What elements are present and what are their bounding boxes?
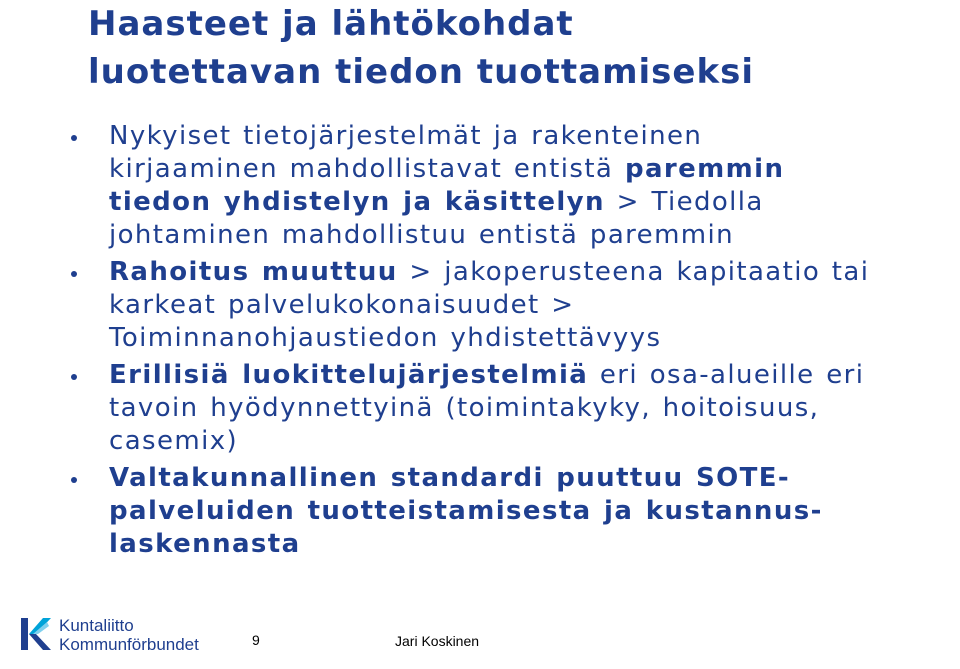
footer-logo [19,612,219,656]
bullet-text-emphasis: laskennasta [109,529,301,559]
bullet-line [109,219,920,252]
bullet-item [0,359,960,458]
bullet-text-emphasis: Erillisiä luokittelujärjestelmiä [109,360,589,390]
kuntaliitto-logo-icon [19,614,55,654]
bullet-line [109,186,920,219]
bullet-list [0,120,960,565]
logo-text-line-1: Kuntaliitto [59,616,134,635]
bullet-item [0,256,960,355]
slide-title [88,0,948,96]
bullet-line [109,256,920,289]
bullet-line [109,322,920,355]
bullet-dot-icon [71,477,77,483]
author-name: Jari Koskinen [395,633,480,649]
bullet-text: eri osa-alueille eri [588,360,865,390]
bullet-text-emphasis: Valtakunnallinen standardi puuttuu SOTE- [109,463,791,493]
bullet-text: casemix) [109,426,239,456]
bullet-text-emphasis: palveluiden tuotteistamisesta ja kustannus- [109,496,823,526]
bullet-text: Toiminnanohjaustiedon yhdistettävyys [109,323,662,353]
slide-title-line-1: Haasteet ja lähtökohdat [88,4,574,44]
bullet-dot-icon [71,271,77,277]
bullet-text-emphasis: Rahoitus muuttuu [109,257,398,287]
slide-title-line-2: luotettavan tiedon tuottamiseksi [88,52,754,92]
bullet-line [109,153,920,186]
bullet-line [109,495,920,528]
bullet-text: > Tiedolla [604,187,764,217]
bullet-dot-icon [71,374,77,380]
bullet-line [109,425,920,458]
bullet-line [109,528,920,561]
bullet-line [109,392,920,425]
bullet-line [109,120,920,153]
logo-text [59,616,199,654]
bullet-text: johtaminen mahdollistuu entistä paremmin [109,220,735,250]
bullet-line [109,462,920,495]
bullet-text-emphasis: tiedon yhdistelyn ja käsittelyn [109,187,605,217]
page-number: 9 [252,632,260,648]
bullet-text: Nykyiset tietojärjestelmät ja rakenteinen [109,121,703,151]
bullet-line [109,359,920,392]
bullet-text: tavoin hyödynnettyinä (toimintakyky, hoitoisuus, [109,393,820,423]
bullet-text: kirjaaminen mahdollistavat entistä [109,154,625,184]
bullet-text: > jakoperusteena kapitaatio tai [397,257,870,287]
logo-text-line-2: Kommunförbundet [59,635,199,654]
bullet-text: karkeat palvelukokonaisuudet > [109,290,575,320]
bullet-dot-icon [71,135,77,141]
bullet-item [0,120,960,252]
bullet-item [0,462,960,561]
bullet-line [109,289,920,322]
bullet-text-emphasis: paremmin [624,154,785,184]
